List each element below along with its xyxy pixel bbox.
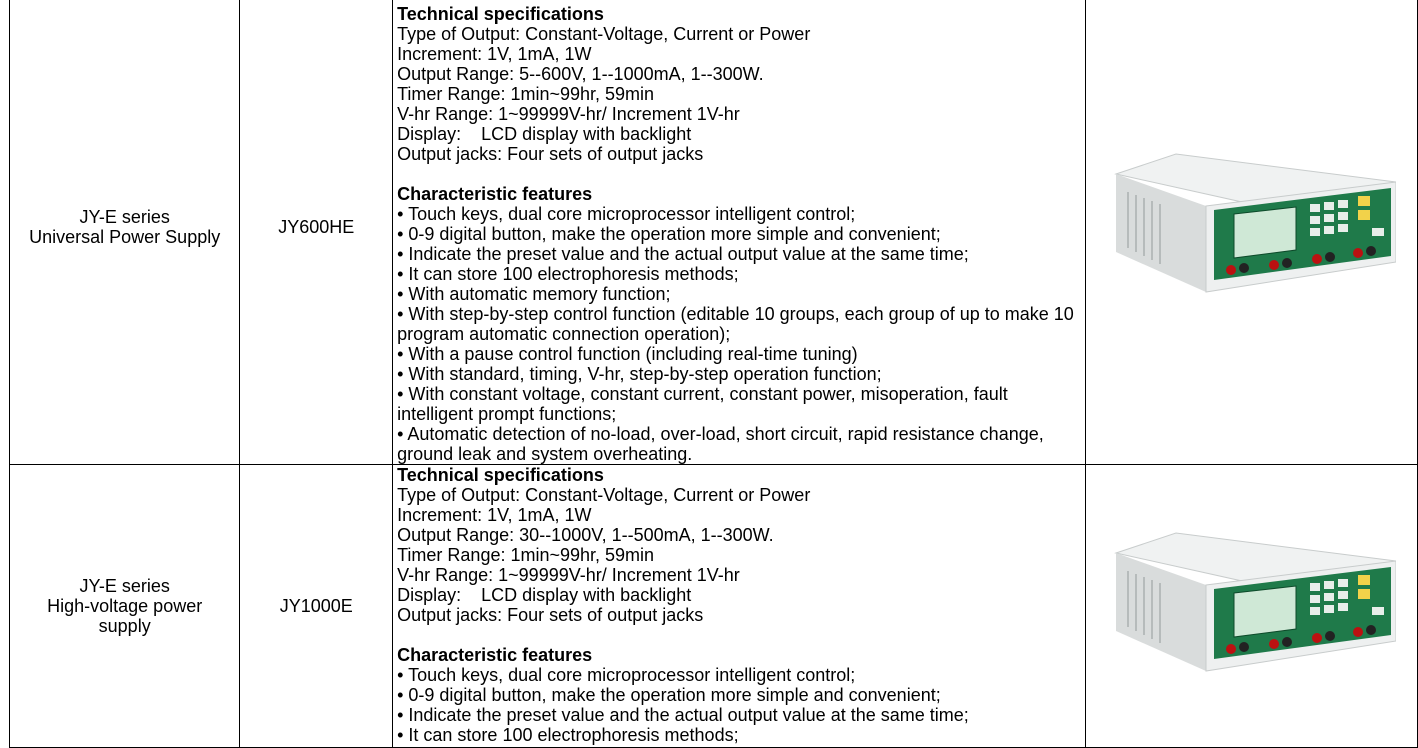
power-supply-image <box>1106 531 1396 681</box>
product-name: Universal Power Supply <box>29 226 221 247</box>
feature-item: • Automatic detection of no-load, over-load, short circuit, rapid resistance change, ground leak and system overheating. <box>397 424 1044 464</box>
model-cell <box>240 0 393 465</box>
model-cell <box>240 465 393 748</box>
feature-item: • Touch keys, dual core microprocessor intelligent control; <box>397 204 856 224</box>
tech-spec-line: Output jacks: Four sets of output jacks <box>397 144 704 164</box>
feature-item: • It can store 100 electrophoresis methods; <box>397 725 739 745</box>
table-row <box>10 0 1418 465</box>
tech-spec-title: Technical specifications <box>397 465 604 485</box>
tech-spec-line: Display: LCD display with backlight <box>397 124 692 144</box>
tech-spec-line: Output Range: 30--1000V, 1--500mA, 1--300W. <box>397 525 774 545</box>
tech-spec-line: Increment: 1V, 1mA, 1W <box>397 44 592 64</box>
features-title: Characteristic features <box>397 645 593 665</box>
tech-spec-line: Output jacks: Four sets of output jacks <box>397 605 704 625</box>
tech-spec-line: Timer Range: 1min~99hr, 59min <box>397 545 655 565</box>
series-label: JY-E series <box>79 206 170 227</box>
feature-item: • With step-by-step control function (editable 10 groups, each group of up to make 10 program automatic connection operation); <box>397 304 1074 344</box>
feature-item: • Indicate the preset value and the actual output value at the same time; <box>397 705 969 725</box>
model-label: JY1000E <box>279 596 353 616</box>
feature-item: • It can store 100 electrophoresis methods; <box>397 264 739 284</box>
tech-spec-line: Timer Range: 1min~99hr, 59min <box>397 84 655 104</box>
tech-spec-line: Increment: 1V, 1mA, 1W <box>397 505 592 525</box>
image-cell <box>1085 0 1417 465</box>
feature-item: • With standard, timing, V-hr, step-by-step operation function; <box>397 364 882 384</box>
features-title: Characteristic features <box>397 184 593 204</box>
tech-spec-line: Output Range: 5--600V, 1--1000mA, 1--300W. <box>397 64 764 84</box>
tech-spec-line: Display: LCD display with backlight <box>397 585 692 605</box>
tech-spec-line: V-hr Range: 1~99999V-hr/ Increment 1V-hr <box>397 565 740 585</box>
feature-item: • With constant voltage, constant current, constant power, misoperation, fault intelligent prompt functions; <box>397 384 1008 424</box>
feature-item: • With automatic memory function; <box>397 284 671 304</box>
series-label: JY-E series <box>79 576 170 596</box>
table-row <box>10 465 1418 748</box>
model-label: JY600HE <box>278 216 355 237</box>
feature-item: • With a pause control function (including real-time tuning) <box>397 344 858 364</box>
feature-item: • 0-9 digital button, make the operation more simple and convenient; <box>397 224 941 244</box>
spec-cell <box>393 465 1086 748</box>
power-supply-image <box>1106 152 1396 302</box>
image-cell <box>1085 465 1417 748</box>
feature-item: • Touch keys, dual core microprocessor intelligent control; <box>397 665 856 685</box>
tech-spec-line: Type of Output: Constant-Voltage, Current or Power <box>397 485 811 505</box>
tech-spec-line: Type of Output: Constant-Voltage, Current or Power <box>397 24 811 44</box>
feature-item: • Indicate the preset value and the actual output value at the same time; <box>397 244 969 264</box>
tech-spec-title: Technical specifications <box>397 4 604 24</box>
spec-cell <box>393 0 1086 465</box>
series-cell <box>10 0 240 465</box>
product-name: High-voltage power supply <box>47 596 203 636</box>
spec-table <box>9 0 1418 748</box>
tech-spec-line: V-hr Range: 1~99999V-hr/ Increment 1V-hr <box>397 104 740 124</box>
feature-item: • 0-9 digital button, make the operation more simple and convenient; <box>397 685 941 705</box>
series-cell <box>10 465 240 748</box>
